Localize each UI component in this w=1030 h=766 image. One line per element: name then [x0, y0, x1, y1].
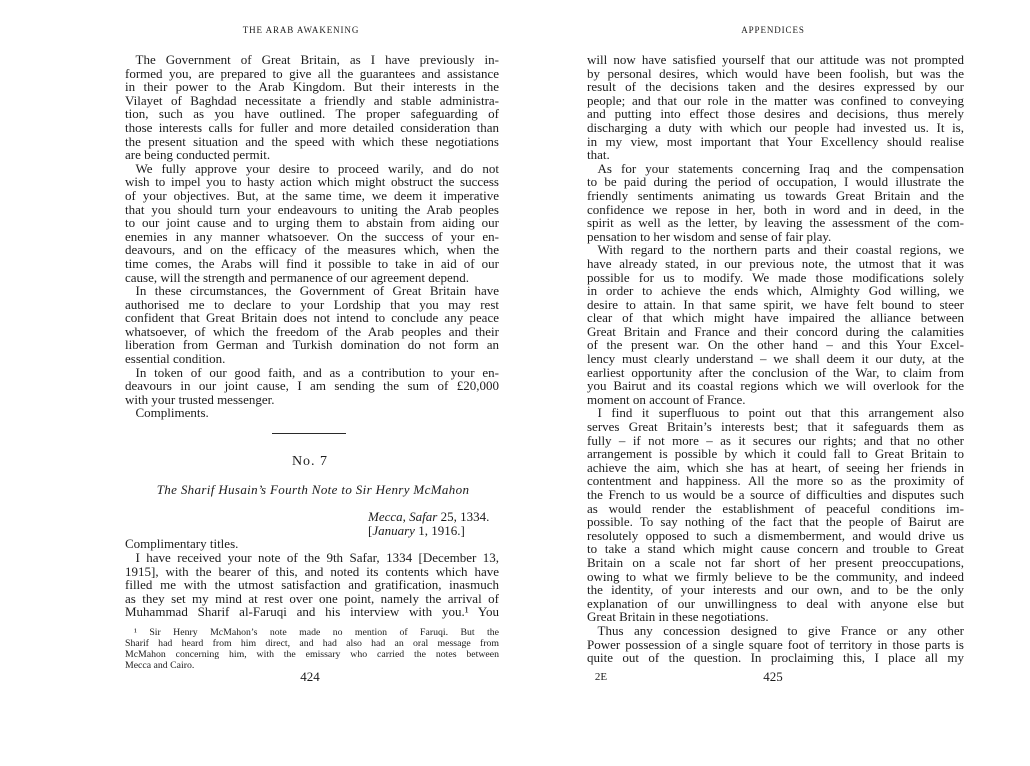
dateline-open-bracket: [	[368, 522, 373, 538]
text-line: in my view, most important that Your Excellency should realise	[587, 133, 964, 149]
text-line: lency must clearly understand – we shall deem it our duty, at the	[587, 351, 964, 367]
paragraph	[125, 406, 499, 420]
text-line: people; and that our role in the matter was confined to conveying	[587, 92, 964, 108]
document-title: The Sharif Husain’s Fourth Note to Sir Henry McMahon	[156, 482, 470, 497]
paragraph	[587, 406, 964, 624]
text-line: Thus any concession designed to give France or any other	[597, 622, 964, 638]
text-line: as they set my mind at rest over one point, namely the arrival of	[125, 590, 499, 606]
text-line: and putting into effect those desires and decisions, thus merely	[587, 106, 964, 122]
text-line: enemies in any manner whatsoever. On the success of your en-	[125, 228, 499, 244]
text-line: confident that Great Britain does not intend to conclude any peace	[125, 310, 499, 326]
text-line: the identity, of your interests and our own, and to be the only	[587, 582, 964, 598]
text-line: will now have satisfied yourself that our attitude was not prompted	[587, 52, 964, 67]
text-line: McMahon concerning him, with the emissary who carried the notes between	[125, 648, 499, 660]
text-line: Vilayet of Baghdad necessitate a friendly and stable administra-	[125, 92, 499, 108]
text-line: contentment and happiness. All the more so as the proximity of	[587, 473, 964, 489]
text-line: fully – if not more – as it secures our rights; and that no other	[587, 432, 964, 448]
text-line: possible for us to modify. We made those modifications solely	[587, 269, 964, 285]
left-page-body-text	[125, 53, 499, 420]
paragraph	[125, 551, 499, 619]
text-line: I have received your note of the 9th Safar, 1334 [December 13,	[135, 550, 499, 565]
text-line: possible. To say nothing of the fact that the people of Bairut are	[587, 514, 964, 530]
dateline-gregorian-rest: 1, 1916.]	[418, 522, 465, 538]
text-line: that you should turn your endeavours to uniting the Arab peoples	[125, 201, 499, 217]
text-line: with your trusted messenger.	[125, 391, 275, 407]
page-number-right: 425	[763, 669, 783, 684]
text-line: clear of that which might have impaired the alliance between	[587, 310, 964, 326]
text-line: discharging a duty with which our people had invested us. It is,	[587, 119, 964, 135]
text-line: quite out of the question. In proclaiming this, I place all my	[587, 650, 964, 666]
text-line: achieve the aim, which she has at heart, of seeing her friends in	[587, 459, 964, 475]
page-number-left: 424	[300, 669, 320, 684]
text-line: to our joint cause and to urging them to abstain from aiding our	[125, 215, 499, 231]
paragraph	[125, 53, 499, 162]
dateline-place-month: Mecca, Safar	[368, 509, 438, 524]
text-line: Sharif had heard from him direct, and had also had an oral message from	[125, 637, 499, 649]
text-line: you Bairut and its coastal regions which we will overlook for the	[587, 378, 964, 394]
text-line: Power possession of a single square foot of territory in those parts is	[587, 636, 964, 652]
text-line: Compliments.	[135, 405, 209, 421]
text-line: spirit as well as the letter, by leaving the assessment of the com-	[587, 215, 964, 231]
dateline-gregorian-month: January	[372, 522, 415, 538]
text-line: to be paid during the period of occupation, I would illustrate the	[587, 174, 964, 190]
paragraph	[125, 366, 499, 407]
text-line: in order to achieve the ends which, Almighty God willing, we	[587, 283, 964, 299]
letter-body-text	[125, 551, 499, 619]
text-line: the present situation and the speed with which these negotiations	[125, 133, 499, 149]
running-head-left: THE ARAB AWAKENING	[242, 25, 360, 35]
text-line: confidence we repose in her, both in word and in deed, in the	[587, 201, 964, 217]
text-line: Mecca and Cairo.	[125, 659, 195, 671]
text-line: of the present war. On the other hand – and this Your Excel-	[587, 337, 964, 353]
dateline	[368, 510, 498, 537]
paragraph	[125, 284, 499, 366]
text-line: by personal desires, which would have been foolish, but was the	[587, 65, 964, 81]
text-line: tion, such as you have outlined. The proper safeguarding of	[125, 106, 499, 122]
text-line: as would render the establishment of peaceful conditions im-	[587, 500, 964, 516]
paragraph	[587, 624, 964, 665]
text-line: We fully approve your desire to proceed warily, and do not	[135, 160, 499, 176]
text-line: essential condition.	[125, 351, 226, 367]
text-line: of your objectives. But, at the same time, we deem it imperative	[125, 187, 499, 203]
text-line: ¹ Sir Henry McMahon’s note made no mention of Faruqi. But the	[134, 626, 499, 638]
text-line: I find it superfluous to point out that this arrangement also	[597, 405, 964, 421]
dateline-day-year: 25, 1334.	[440, 509, 490, 524]
text-line: Great Britain and France and their concord during the calamities	[587, 323, 964, 339]
paragraph	[587, 243, 964, 406]
text-line: deavours in our joint cause, I am sending the sum of £20,000	[125, 378, 499, 394]
text-line: authorised me to declare to your Lordship that you may rest	[125, 296, 499, 312]
text-line: In these circumstances, the Government of Great Britain have	[135, 283, 499, 299]
text-line: filled me with the utmost satisfaction and gratification, inasmuch	[125, 577, 499, 593]
footnote	[125, 627, 499, 671]
text-line: explanation of our unwillingness to deal with anyone else but	[587, 595, 964, 611]
salutation: Complimentary titles.	[125, 536, 239, 552]
text-line: The Government of Great Britain, as I have previously in-	[135, 52, 499, 67]
text-line: Muhammad Sharif al-Faruqi and his interview with you.¹ You	[125, 604, 499, 620]
right-page-body-text	[587, 53, 964, 665]
text-line: result of the decisions taken and the desires expressed by our	[587, 79, 964, 95]
text-line: With regard to the northern parts and their coastal regions, we	[597, 242, 964, 258]
text-line: are being conducted permit.	[125, 147, 271, 163]
text-line: wish to impel you to hasty action which might obstruct the success	[125, 174, 499, 190]
text-line: that.	[587, 147, 610, 163]
text-line: have already stated, in our previous note, the utmost that it was	[587, 255, 964, 271]
dateline-hijri	[368, 510, 498, 524]
paragraph	[125, 162, 499, 284]
text-line: liberation from German and Turkish domination do not form an	[125, 337, 499, 353]
text-line: friendly sentiments animating us towards Great Britain and the	[587, 187, 964, 203]
text-line: whatsoever, of which the freedom of the Arab peoples and their	[125, 323, 499, 339]
text-line: serves Great Britain’s interests best; that it safeguards them as	[587, 419, 964, 435]
section-divider-rule	[272, 433, 346, 434]
text-line: Great Britain in these negotiations.	[587, 609, 769, 625]
text-line: moment on account of France.	[587, 391, 746, 407]
text-line: resolutely opposed to such a dismemberment, and would drive us	[587, 527, 964, 543]
text-line: 1915], with the bearer of this, and noted its contents which have	[125, 563, 499, 579]
text-line: cause, will the strength and permanence of our agreement depend.	[125, 269, 469, 285]
text-line: earliest opportunity after the conclusion of the War, to claim from	[587, 364, 964, 380]
paragraph	[125, 627, 499, 671]
text-line: desire to attain. In that same spirit, we have felt bound to steer	[587, 296, 964, 312]
document-number: No. 7	[291, 454, 329, 469]
text-line: pensation to her wisdom and sense of fair play.	[587, 228, 832, 244]
text-line: to take a stand which might cause concern and trouble to Great	[587, 541, 964, 557]
text-line: Britain on a scale not far short of her present preoccupations,	[587, 554, 964, 570]
text-line: time comes, the Arabs will find it possible to take in aid of our	[125, 255, 499, 271]
text-line: the French to us would be a source of difficulties and disputes such	[587, 487, 964, 502]
text-line: As for your statements concerning Iraq and the compensation	[597, 160, 964, 176]
dateline-gregorian	[368, 524, 498, 538]
running-head-right: APPENDICES	[741, 25, 805, 35]
paragraph	[587, 53, 964, 162]
text-line: those interests calls for fuller and more detailed consideration than	[125, 119, 499, 135]
paragraph	[587, 162, 964, 244]
text-line: arrangement is possible by which it could fall to Great Britain to	[587, 446, 964, 462]
text-line: formed you, are prepared to give all the guarantees and assistance	[125, 65, 499, 81]
text-line: deavours, and on the efficacy of the measures which, when the	[125, 242, 499, 258]
text-line: in their power to the Arab Kingdom. But their interests in the	[125, 79, 499, 95]
text-line: In token of our good faith, and as a contribution to your en-	[135, 364, 499, 380]
signature-mark: 2E	[594, 671, 608, 683]
text-line: owing to what we firmly believe to be the community, and indeed	[587, 568, 964, 584]
